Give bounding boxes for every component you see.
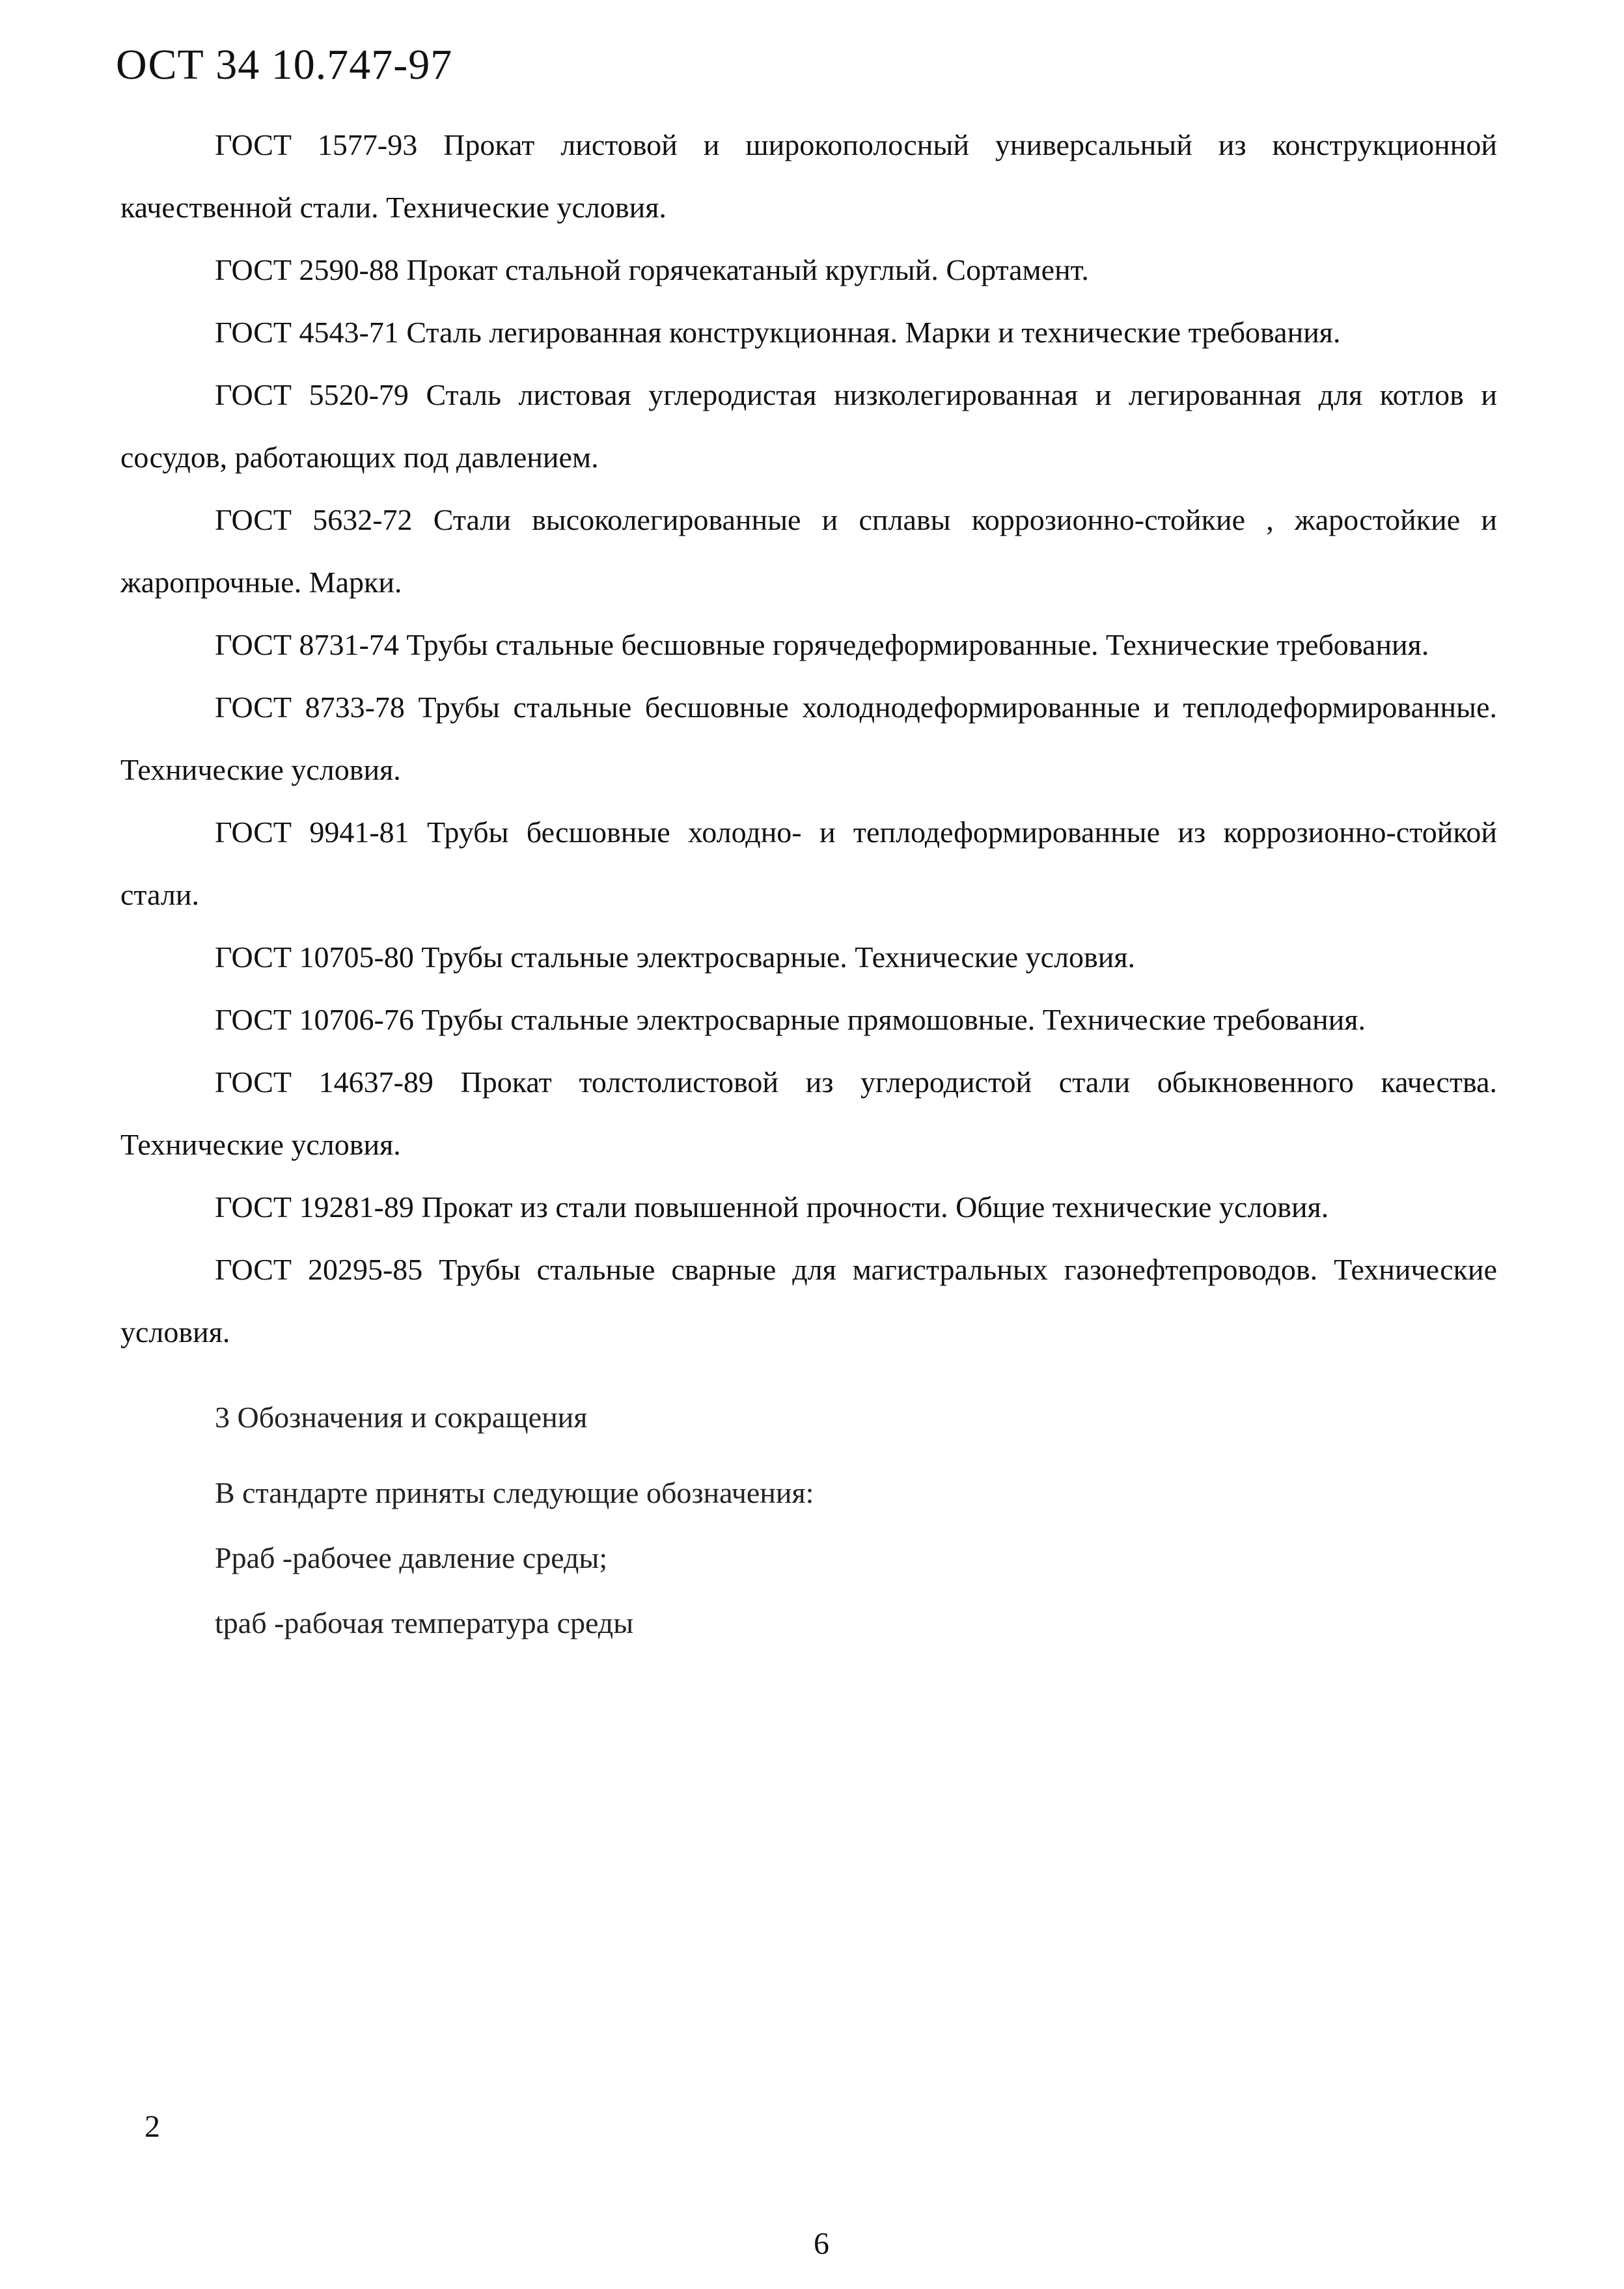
reference-item: ГОСТ 19281-89 Прокат из стали повышенной прочности. Общие технические условия. <box>215 1190 1329 1224</box>
reference-item: ГОСТ 2590-88 Прокат стальной горячекатаный круглый. Сортамент. <box>215 253 1089 286</box>
reference-item: ГОСТ 9941-81 Трубы бесшовные холодно- и теплодеформированные из коррозионно-стойкой стали. <box>120 816 1497 911</box>
sheet-number: 6 <box>814 2227 829 2261</box>
reference-item: ГОСТ 10705-80 Трубы стальные электросварные. Технические условия. <box>215 940 1136 974</box>
reference-item: ГОСТ 8733-78 Трубы стальные бесшовные холоднодеформированные и теплодеформированные. Технические условия. <box>120 691 1497 786</box>
document-code: ОСТ 34 10.747-97 <box>116 41 453 89</box>
designation-item: Pраб -рабочее давление среды; <box>215 1541 608 1574</box>
reference-item: ГОСТ 14637-89 Прокат толстолистовой из углеродистой стали обыкновенного качества. Технические условия. <box>120 1065 1497 1161</box>
reference-item: ГОСТ 5520-79 Сталь листовая углеродистая низколегированная и легированная для котлов и сосудов, работающих под давлением. <box>120 378 1497 474</box>
reference-item: ГОСТ 8731-74 Трубы стальные бесшовные горячедеформированные. Технические требования. <box>215 628 1429 661</box>
reference-item: ГОСТ 20295-85 Трубы стальные сварные для магистральных газонефтепроводов. Технические условия. <box>120 1253 1497 1349</box>
page-number: 2 <box>145 2109 160 2144</box>
reference-item: ГОСТ 10706-76 Трубы стальные электросварные прямошовные. Технические требования. <box>215 1003 1366 1036</box>
designations-section <box>215 1386 1452 1656</box>
reference-item: ГОСТ 1577-93 Прокат листовой и широкополосный универсальный из конструкционной качественной стали. Технические условия. <box>120 128 1497 224</box>
reference-item: ГОСТ 5632-72 Стали высоколегированные и сплавы коррозионно-стойкие , жаростойкие и жаропрочные. Марки. <box>120 503 1497 599</box>
designation-item: tраб -рабочая температура среды <box>215 1606 634 1639</box>
section-intro: В стандарте приняты следующие обозначения: <box>215 1476 814 1509</box>
reference-item: ГОСТ 4543-71 Сталь легированная конструкционная. Марки и технические требования. <box>215 316 1341 349</box>
normative-references-list <box>120 114 1497 1364</box>
section-heading: 3 Обозначения и сокращения <box>215 1401 588 1434</box>
